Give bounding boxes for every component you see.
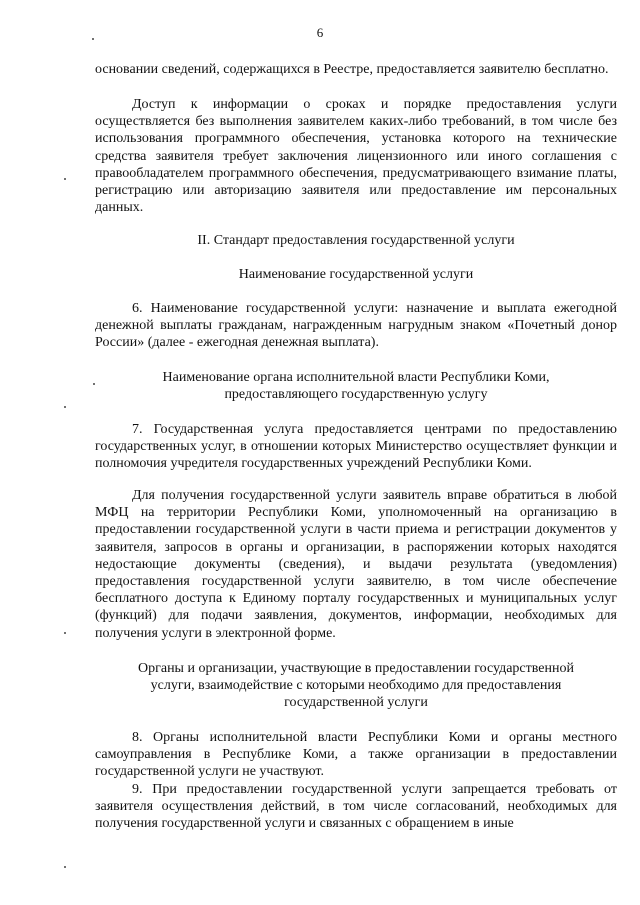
paragraph-text: Доступ к информации о сроках и порядке предоставления услуги осуществляется без выполнения заявителем каких-либо требований, в том числе без использования программного обеспечения, установка которого на технические средства заявителя требует заключения лицензионного или иного соглашения с правообладателем программного обеспечения, предусматривающего взимание платы, регистрацию или авторизацию заявителя или предоставление им персональных данных.: [95, 97, 617, 216]
heading-line: государственной услуги: [284, 695, 428, 711]
paragraph-item-8: [95, 729, 617, 781]
paragraph-text: 8. Органы исполнительной власти Республики Коми и органы местного самоуправления в Республике Коми, а также организации в предоставлении государственной услуги не участвуют.: [95, 730, 617, 780]
paragraph-access-info: [95, 96, 617, 216]
paragraph-item-9: [95, 781, 617, 833]
paragraph-mfc: [95, 487, 617, 642]
subheading-authority: [95, 369, 617, 403]
scan-speck: [64, 178, 66, 180]
heading-line: Наименование органа исполнительной власти Республики Коми,: [162, 370, 550, 385]
heading-text: II. Стандарт предоставления государственной услуги: [197, 233, 515, 248]
paragraph-item-6: [95, 300, 617, 352]
paragraph-item-7: [95, 421, 617, 473]
scan-speck: [64, 406, 66, 408]
paragraph-text: основании сведений, содержащихся в Реестре, предоставляется заявителю бесплатно.: [95, 62, 609, 77]
subheading-service-name: [95, 266, 617, 283]
scan-speck: [64, 866, 66, 868]
page-number: 6: [316, 25, 324, 40]
section-heading-standard: [95, 232, 617, 249]
paragraph-text: 6. Наименование государственной услуги: назначение и выплата ежегодной денежной выплаты гражданам, награжденным нагрудным знаком «Почетный донор России» (далее - ежегодная денежная выплата).: [95, 301, 617, 351]
scan-speck: [64, 632, 66, 634]
paragraph-continuation: [95, 61, 617, 78]
paragraph-text: 9. При предоставлении государственной услуги запрещается требовать от заявителя осуществления действий, в том числе согласований, необходимых для получения государственной услуги и связанных с обращением в иные: [95, 782, 617, 832]
heading-line: Органы и организации, участвующие в предоставлении государственной: [138, 661, 574, 676]
heading-line: предоставляющего государственную услугу: [224, 387, 488, 403]
subheading-bodies: [95, 660, 617, 712]
paragraph-text: 7. Государственная услуга предоставляется центрами по предоставлению государственных услуг, в отношении которых Министерство осуществляет функции и полномочия учредителя государственных учреждений Республики Коми.: [95, 422, 617, 472]
scan-speck: [93, 383, 95, 385]
heading-text: Наименование государственной услуги: [238, 267, 474, 282]
heading-line: услуги, взаимодействие с которыми необходимо для предоставления: [150, 678, 562, 694]
paragraph-text: Для получения государственной услуги заявитель вправе обратиться в любой МФЦ на территории Республики Коми, уполномоченный на организацию в предоставлении государственной услуги в части приема и регистрации документов у заявителя, запросов в органы и организации, в распоряжении которых находятся недостающие документы (сведения), и выдачи результата (уведомления) предоставления государственной услуги заявителю, в том числе обеспечение бесплатного доступа к Единому порталу государственных и муниципальных услуг (функций) для подачи заявления, документов, информации, необходимых для получения услуги в электронной форме.: [95, 488, 617, 641]
scan-speck: [92, 38, 94, 40]
